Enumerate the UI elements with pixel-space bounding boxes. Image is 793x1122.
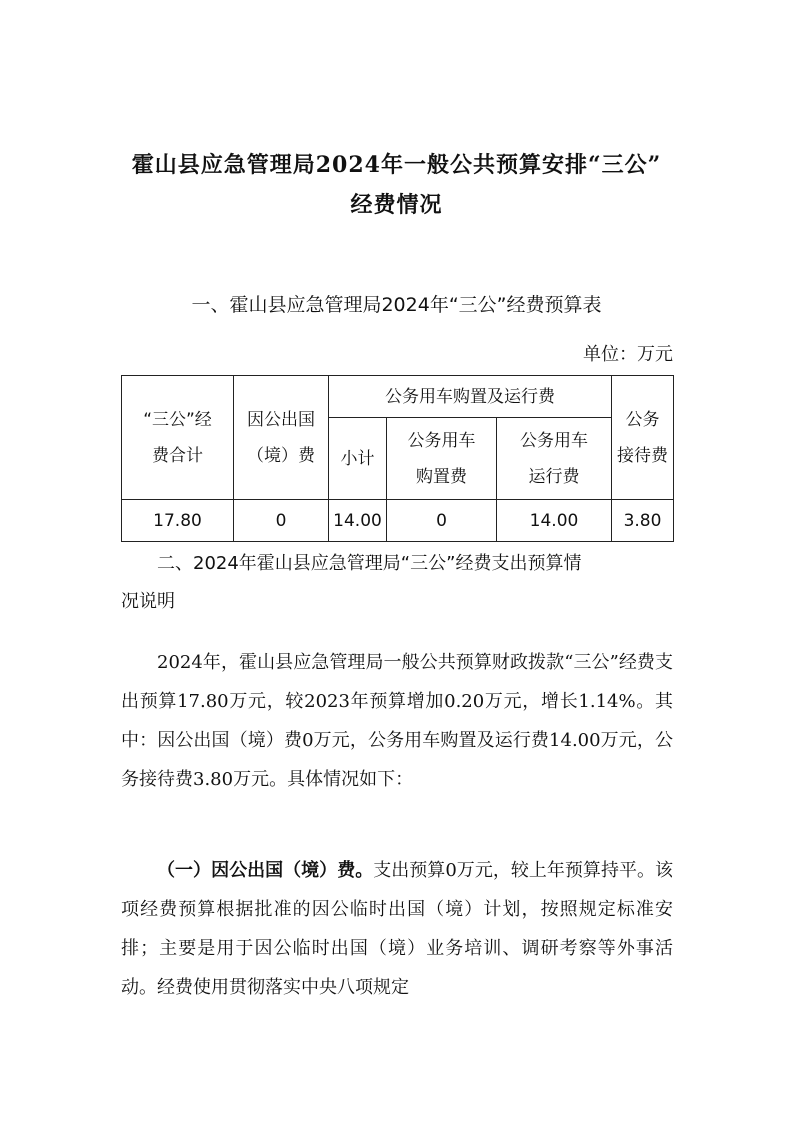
unit-label: 单位：万元 [583, 344, 673, 365]
header-total: “三公”经 费合计 [122, 376, 234, 500]
budget-table [121, 375, 674, 542]
cell-total: 17.80 [122, 500, 234, 542]
header-reception: 公务 接待费 [612, 376, 674, 500]
cell-reception: 3.80 [612, 500, 674, 542]
document-title-line-1: 霍山县应急管理局2024年一般公共预算安排“三公” [131, 152, 662, 178]
header-vehicle-group: 公务用车购置及运行费 [329, 376, 612, 418]
document-title-line-2: 经费情况 [350, 192, 443, 218]
header-subtotal: 小计 [329, 418, 387, 500]
table-row [122, 500, 674, 542]
cell-subtotal: 14.00 [329, 500, 387, 542]
header-vehicle-operation: 公务用车 运行费 [497, 418, 612, 500]
section-1-title: 一、霍山县应急管理局2024年“三公”经费预算表 [191, 294, 602, 316]
cell-vehicle-purchase: 0 [387, 500, 497, 542]
header-vehicle-purchase: 公务用车 购置费 [387, 418, 497, 500]
section-2-title: 二、2024年霍山县应急管理局“三公”经费支出预算情 况说明 [121, 553, 582, 612]
paragraph-overseas-heading: （一）因公出国（境）费。 [157, 860, 374, 881]
cell-vehicle-operation: 14.00 [497, 500, 612, 542]
paragraph-overseas: （一）因公出国（境）费。支出预算0万元，较上年预算持平。该项经费预算根据批准的因公临时出国（境）计划，按照规定标准安排；主要是用于因公临时出国（境）业务培训、调研考察等外事活动。经费使用贯彻落实中央八项规定 [121, 860, 674, 998]
header-overseas: 因公出国 （境）费 [234, 376, 329, 500]
cell-overseas: 0 [234, 500, 329, 542]
paragraph-summary: 2024年，霍山县应急管理局一般公共预算财政拨款“三公”经费支出预算17.80万元，较2023年预算增加0.20万元，增长1.14%。其中：因公出国（境）费0万元，公务用车购置及运行费14.00万元，公务接待费3.80万元。具体情况如下： [121, 652, 673, 790]
